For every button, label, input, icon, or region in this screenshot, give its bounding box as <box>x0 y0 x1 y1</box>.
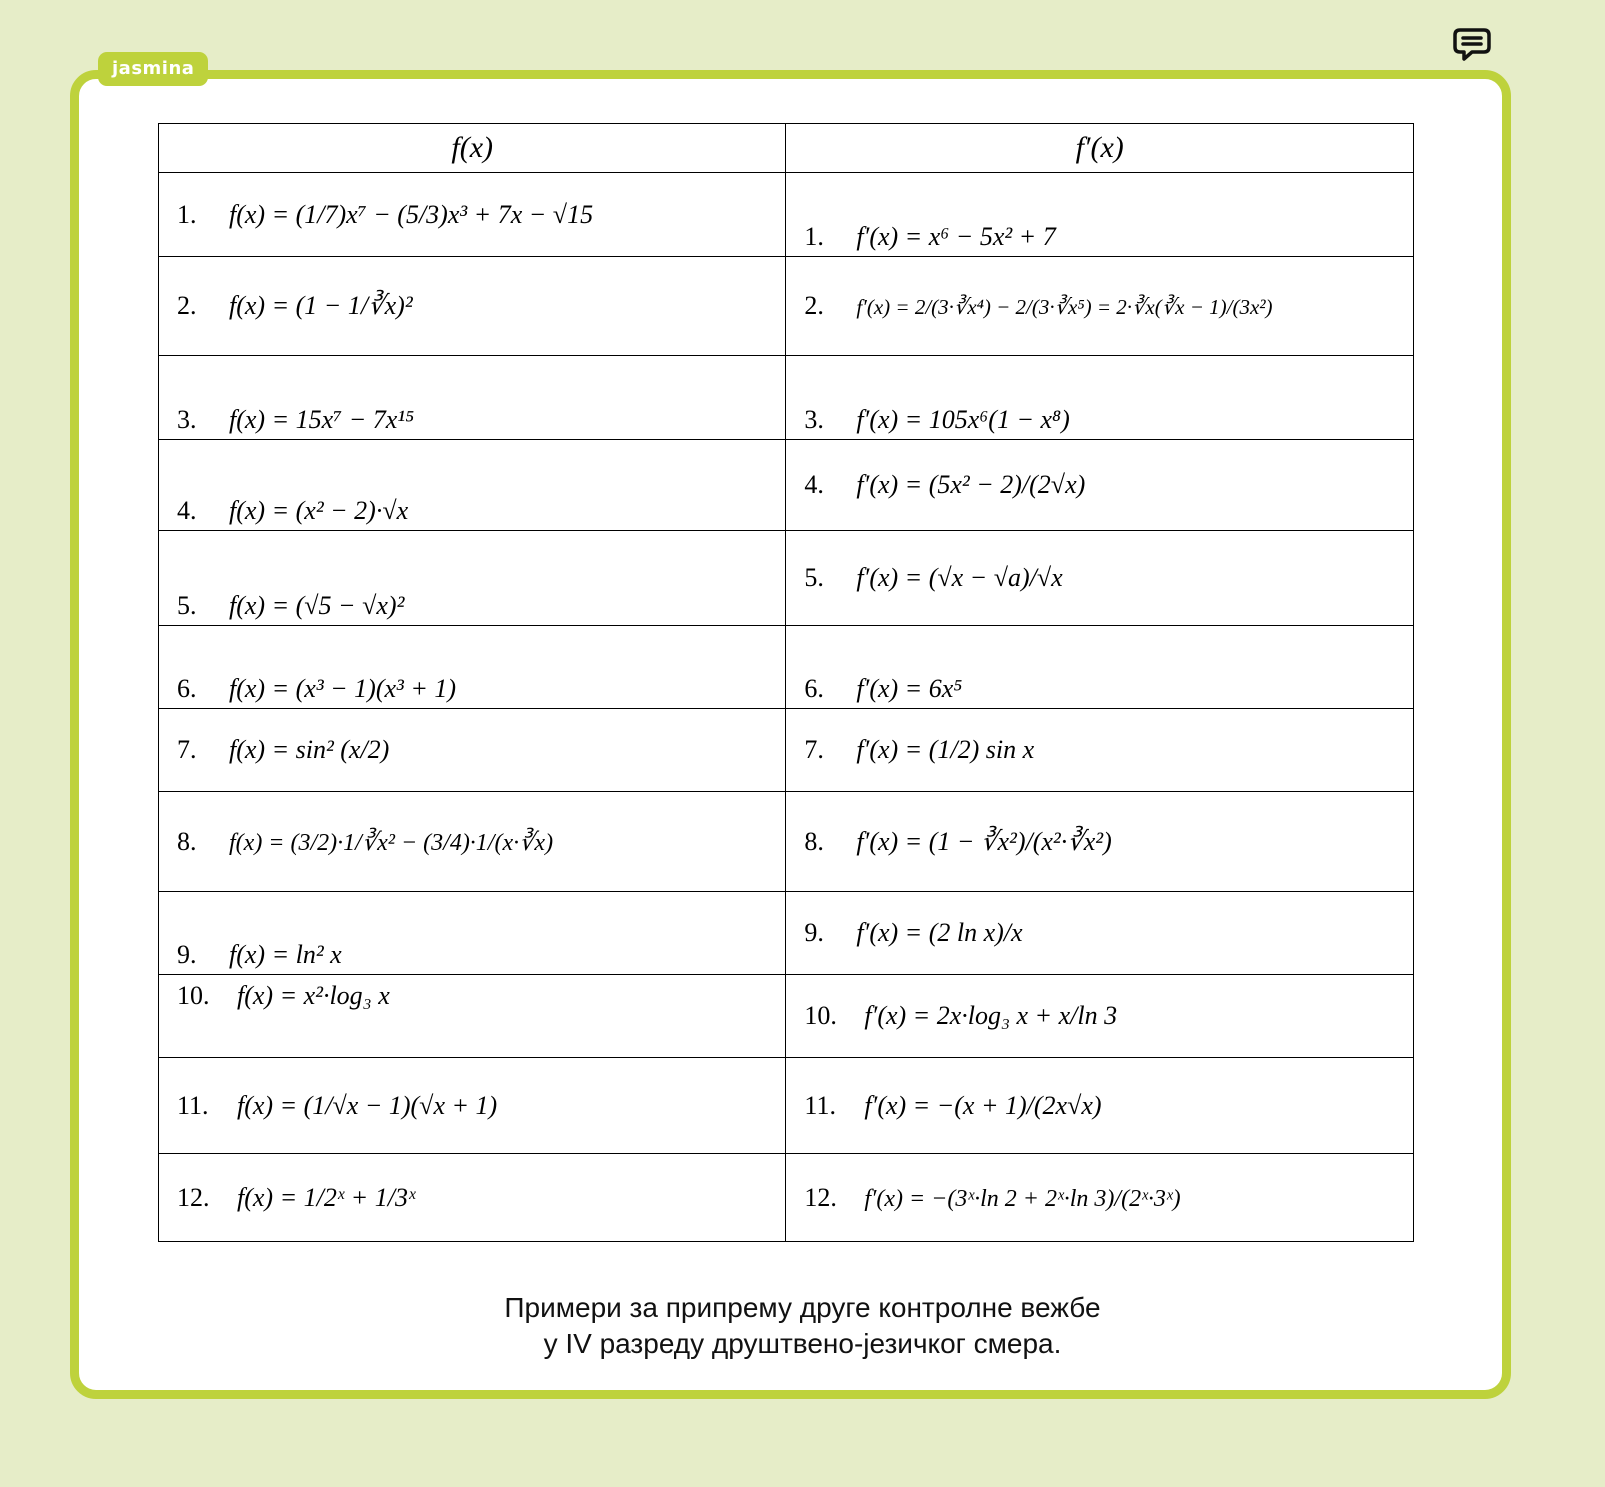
function-expression: f(x) = (3/2)·1/∛x² − (3/4)·1/(x·∛x) <box>229 829 554 856</box>
function-cell <box>159 892 786 975</box>
row-number: 11. <box>804 1090 836 1120</box>
derivative-expression: f′(x) = x⁶ − 5x² + 7 <box>856 222 1056 251</box>
row-number: 9. <box>804 918 824 947</box>
row-number: 5. <box>177 591 197 620</box>
derivative-expression: f′(x) = (1/2) sin x <box>856 735 1035 764</box>
row-number: 9. <box>177 940 197 969</box>
derivative-cell <box>786 356 1414 440</box>
table-row <box>159 892 1414 975</box>
row-number: 8. <box>177 826 197 856</box>
derivative-expression: f′(x) = 105x⁶(1 − x⁸) <box>856 405 1070 434</box>
derivative-expression: f′(x) = (1 − ∛x²)/(x²·∛x²) <box>856 826 1112 856</box>
function-cell <box>159 531 786 626</box>
derivative-cell <box>786 440 1414 531</box>
derivative-cell <box>786 1058 1414 1154</box>
header-derivative: f′(x) <box>786 124 1414 173</box>
function-expression: f(x) = x²·log₃ x <box>237 981 390 1010</box>
derivative-expression: f′(x) = 6x⁵ <box>856 674 963 703</box>
table-row <box>159 531 1414 626</box>
row-number: 11. <box>177 1090 209 1120</box>
row-number: 6. <box>177 674 197 703</box>
row-number: 1. <box>804 222 824 251</box>
row-number: 3. <box>177 405 197 434</box>
function-expression: f(x) = (√5 − √x)² <box>229 591 405 620</box>
table-row <box>159 1154 1414 1242</box>
row-number: 12. <box>177 1182 210 1212</box>
derivatives-table <box>158 123 1414 1242</box>
derivative-cell <box>786 173 1414 257</box>
derivative-expression: f′(x) = 2/(3·∛x⁴) − 2/(3·∛x⁵) = 2·∛x(∛x − 1)/(3x²) <box>856 295 1273 319</box>
row-number: 2. <box>177 291 197 320</box>
derivative-expression: f′(x) = (5x² − 2)/(2√x) <box>856 470 1086 499</box>
row-number: 10. <box>177 981 210 1010</box>
function-cell <box>159 1154 786 1242</box>
function-expression: f(x) = (1 − 1/∛x)² <box>229 291 413 320</box>
derivative-expression: f′(x) = −(x + 1)/(2x√x) <box>864 1090 1102 1120</box>
function-expression: f(x) = (x³ − 1)(x³ + 1) <box>229 674 457 703</box>
caption <box>0 1290 1605 1362</box>
derivative-cell <box>786 1154 1414 1242</box>
table-header-row <box>159 124 1414 173</box>
derivative-expression: f′(x) = (2 ln x)/x <box>856 918 1023 947</box>
function-cell <box>159 173 786 257</box>
table-row <box>159 975 1414 1058</box>
row-number: 3. <box>804 405 824 434</box>
header-function: f(x) <box>159 124 786 173</box>
function-expression: f(x) = 1/2ˣ + 1/3ˣ <box>237 1182 416 1212</box>
speech-bubble-icon <box>1452 24 1492 64</box>
derivative-expression: f′(x) = −(3ˣ·ln 2 + 2ˣ·ln 3)/(2ˣ·3ˣ) <box>864 1185 1181 1212</box>
derivative-cell <box>786 975 1414 1058</box>
derivative-cell <box>786 892 1414 975</box>
function-expression: f(x) = ln² x <box>229 940 342 969</box>
derivative-cell <box>786 531 1414 626</box>
derivative-cell <box>786 626 1414 709</box>
function-expression: f(x) = sin² (x/2) <box>229 735 390 764</box>
function-expression: f(x) = (1/√x − 1)(√x + 1) <box>237 1090 498 1120</box>
table-row <box>159 440 1414 531</box>
function-cell <box>159 1058 786 1154</box>
row-number: 12. <box>804 1182 837 1212</box>
derivative-cell <box>786 257 1414 356</box>
function-cell <box>159 709 786 792</box>
table-row <box>159 257 1414 356</box>
function-expression: f(x) = 15x⁷ − 7x¹⁵ <box>229 405 415 434</box>
row-number: 2. <box>804 291 824 320</box>
row-number: 1. <box>177 199 197 229</box>
row-number: 7. <box>177 735 197 764</box>
author-tag[interactable]: jasmina <box>98 52 208 86</box>
comment-button[interactable] <box>1452 24 1492 64</box>
table-row <box>159 792 1414 892</box>
row-number: 8. <box>804 826 824 856</box>
function-cell <box>159 626 786 709</box>
row-number: 5. <box>804 563 824 592</box>
derivative-cell <box>786 709 1414 792</box>
function-cell <box>159 257 786 356</box>
table-row <box>159 709 1414 792</box>
row-number: 4. <box>177 496 197 525</box>
table-row <box>159 1058 1414 1154</box>
function-expression: f(x) = (1/7)x⁷ − (5/3)x³ + 7x − √15 <box>229 199 594 229</box>
derivative-expression: f′(x) = 2x·log₃ x + x/ln 3 <box>864 1001 1118 1030</box>
function-cell <box>159 356 786 440</box>
table-row <box>159 173 1414 257</box>
row-number: 7. <box>804 735 824 764</box>
function-expression: f(x) = (x² − 2)·√x <box>229 496 409 525</box>
function-cell <box>159 975 786 1058</box>
table-row <box>159 356 1414 440</box>
row-number: 6. <box>804 674 824 703</box>
function-cell <box>159 792 786 892</box>
function-cell <box>159 440 786 531</box>
row-number: 10. <box>804 1001 837 1030</box>
derivative-cell <box>786 792 1414 892</box>
derivative-expression: f′(x) = (√x − √a)/√x <box>856 563 1063 592</box>
table-row <box>159 626 1414 709</box>
caption-line-2: у IV разреду друштвено-језичког смера. <box>543 1328 1062 1359</box>
caption-line-1: Примери за припрему друге контролне вежбе <box>504 1292 1101 1323</box>
row-number: 4. <box>804 470 824 499</box>
